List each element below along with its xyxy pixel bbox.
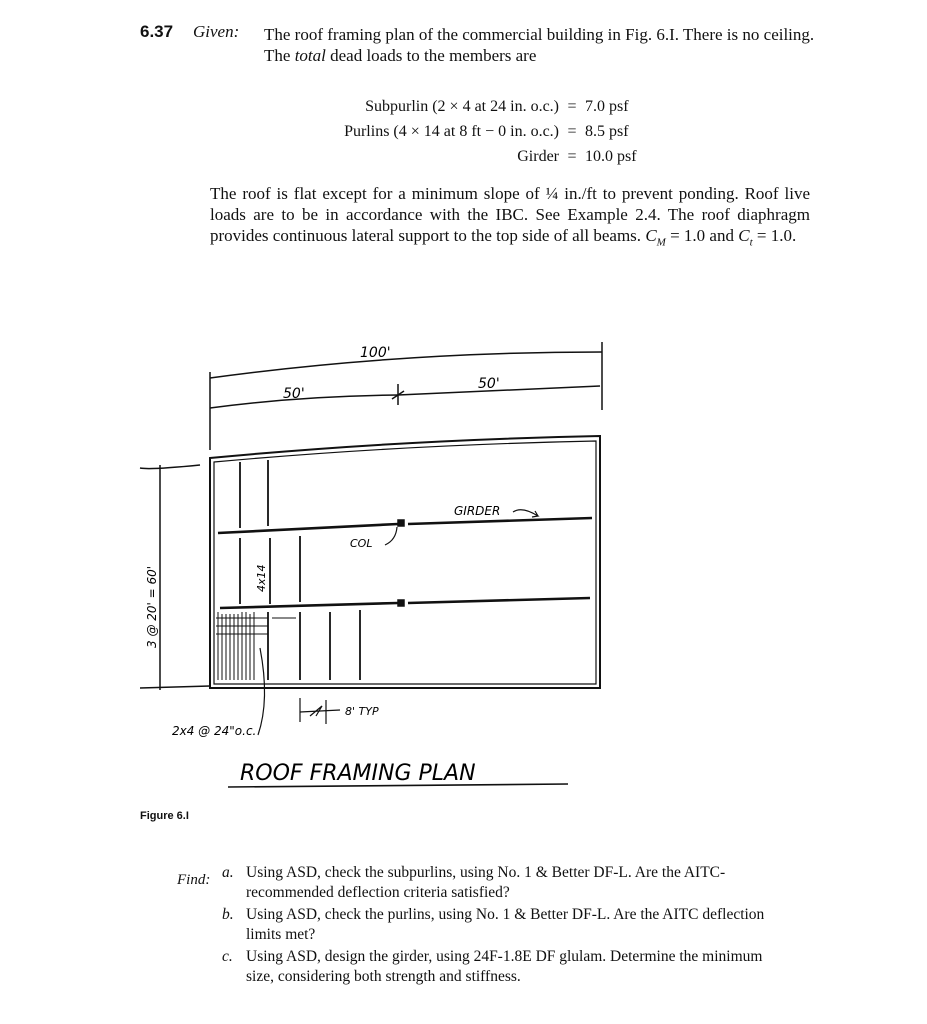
problem-number: 6.37 xyxy=(140,22,174,41)
load-label: Purlins (4 × 14 at 8 ft − 0 in. o.c.) xyxy=(344,123,559,140)
load-value: 10.0 psf xyxy=(585,148,637,165)
subpurlin-cluster xyxy=(216,612,296,680)
find-item-c xyxy=(222,947,782,987)
col-leader xyxy=(385,527,397,545)
girder-line-lower-right xyxy=(408,598,590,603)
girder-line-lower-left xyxy=(220,603,398,608)
side-dim-bottom xyxy=(140,686,210,688)
load-equals: = xyxy=(567,123,577,140)
find-item-letter: c. xyxy=(222,948,233,965)
load-equals: = xyxy=(567,98,577,115)
find-item-text: Using ASD, check the subpurlins, using No. 1 & Better DF-L. Are the AITC-recommended deflection criteria satisfied? xyxy=(246,864,726,901)
load-label: Subpurlin (2 × 4 at 24 in. o.c.) xyxy=(365,98,559,115)
girder-line-upper-right xyxy=(408,518,592,524)
load-equals: = xyxy=(567,148,577,165)
subpurlin-leader xyxy=(258,648,265,735)
load-value: 7.0 psf xyxy=(585,98,629,115)
purlin-label: 4x14 xyxy=(255,564,268,592)
dim-right-label: 50' xyxy=(478,376,500,392)
roof-description-text: The roof is flat except for a minimum slope of ¼ in./ft to prevent ponding. Roof live loads are to be in accordance with the IBC. See Example 2.4. The roof diaphragm provides continuous lateral support to the top side of all beams. xyxy=(210,184,810,245)
figure-caption: Figure 6.I xyxy=(140,810,189,822)
find-list xyxy=(222,863,782,989)
column-marker xyxy=(398,520,404,526)
dim-left-label: 50' xyxy=(283,386,305,402)
col-label: COL xyxy=(350,537,373,550)
dim-total-label: 100' xyxy=(360,345,391,361)
given-text-emphasis: total xyxy=(294,46,326,65)
find-item-letter: b. xyxy=(222,906,234,923)
girder-line-upper-left xyxy=(218,524,398,533)
side-dim-top xyxy=(140,465,200,469)
find-item-text: Using ASD, check the purlins, using No. 1 & Better DF-L. Are the AITC deflection limits met? xyxy=(246,906,765,943)
plan-title: ROOF FRAMING PLAN xyxy=(240,761,476,786)
dim-line-total xyxy=(210,352,602,378)
find-item-a xyxy=(222,863,782,903)
building-outline-inner xyxy=(214,441,596,684)
girder-label: GIRDER xyxy=(454,504,501,518)
given-label: Given: xyxy=(193,22,240,41)
spacing-label: 8' TYP xyxy=(345,705,379,718)
given-text-part2: dead loads to the members are xyxy=(330,46,537,65)
girder-leader xyxy=(513,510,538,517)
load-label: Girder xyxy=(517,148,559,165)
given-text-part1: The roof framing plan of the commercial building in Fig. 6.I. There is no ceiling. The xyxy=(264,25,815,65)
subpurlin-label: 2x4 @ 24"o.c. xyxy=(172,724,257,738)
load-value: 8.5 psf xyxy=(585,123,629,140)
factor-cm: $C_M = 1.0$ and xyxy=(645,226,734,249)
find-item-letter: a. xyxy=(222,864,234,881)
find-label: Find: xyxy=(177,872,211,888)
column-marker xyxy=(398,600,404,606)
side-dim-label: 3 @ 20' = 60' xyxy=(145,565,159,648)
find-item-b xyxy=(222,905,782,945)
factor-ct: $C_t = 1.0$. xyxy=(738,226,797,249)
find-item-text: Using ASD, design the girder, using 24F-1.8E DF glulam. Determine the minimum size, considering both strength and stiffness. xyxy=(246,948,763,985)
